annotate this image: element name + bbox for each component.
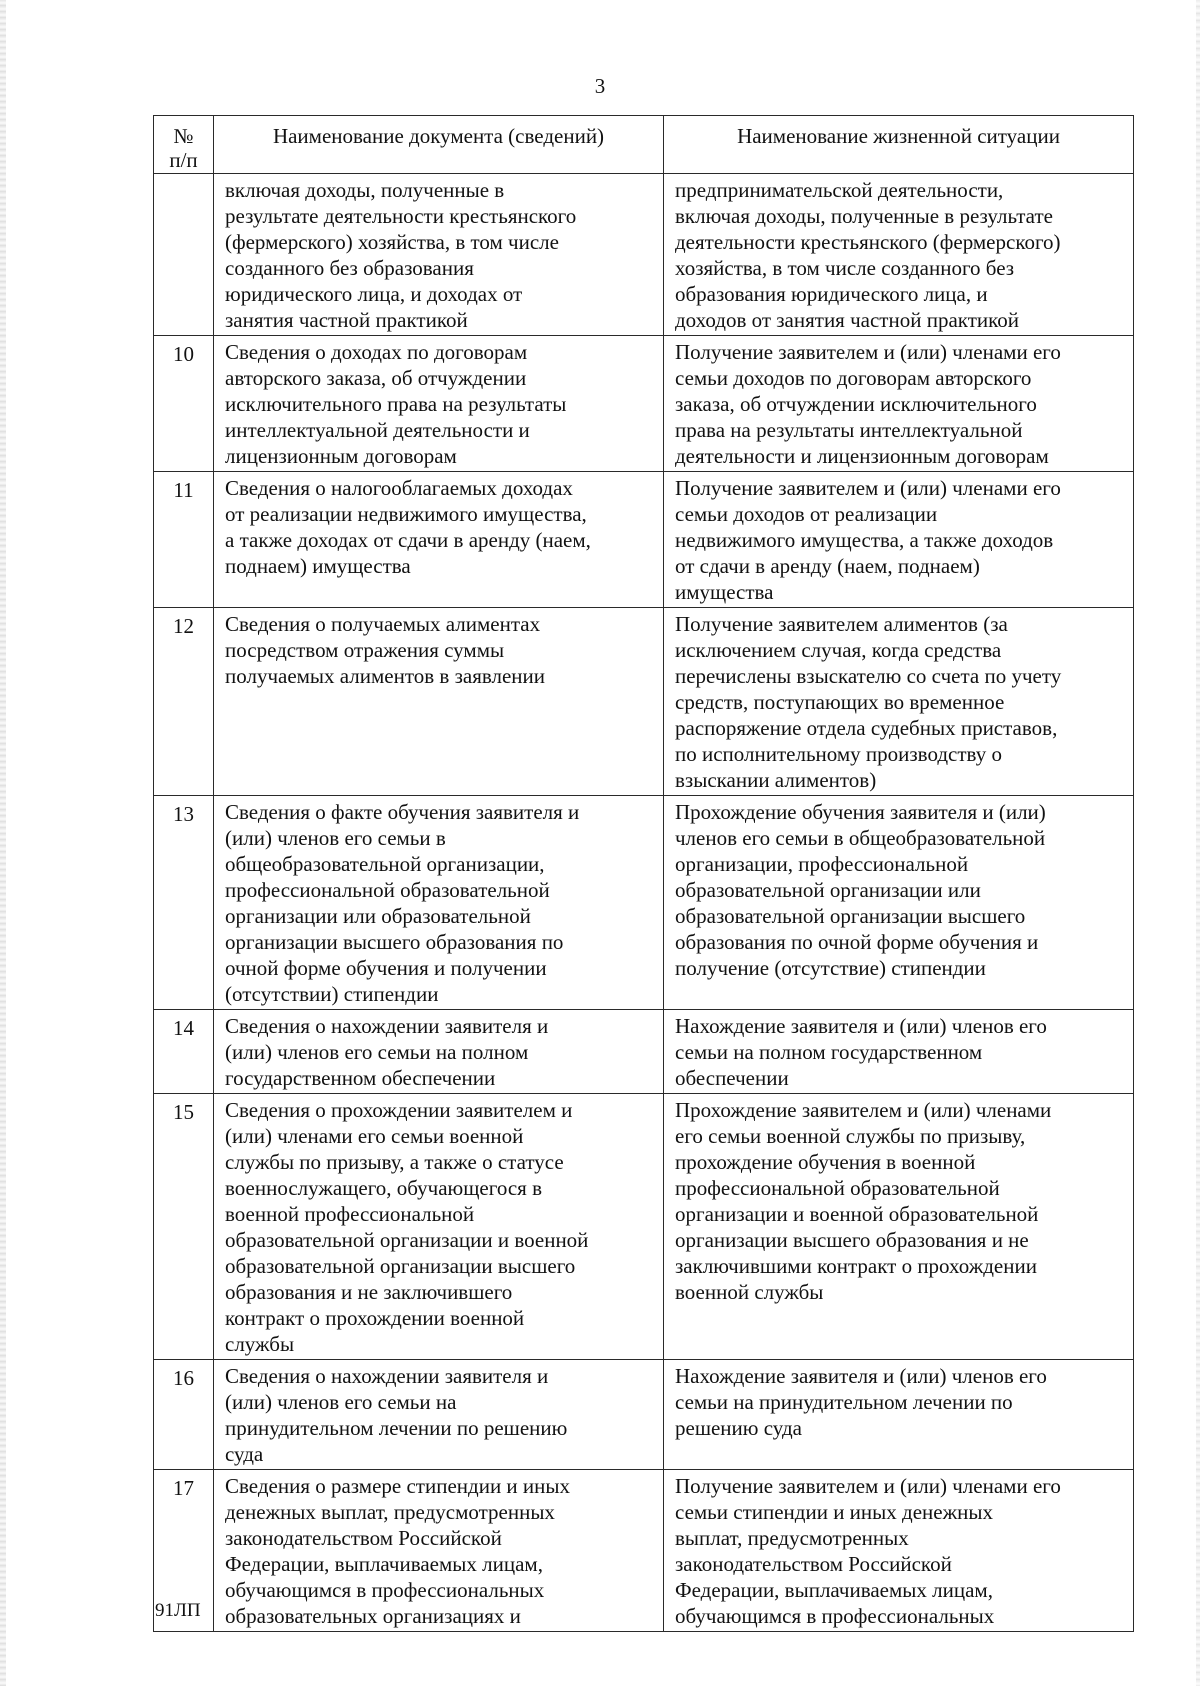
table-header-row [154,116,1134,174]
header-situation [664,116,1134,174]
header-num-text: № п/п [169,124,198,172]
row-num: 14 [173,1016,194,1040]
situation-text: Нахождение заявителя и (или) членов его семьи на принудительном лечении по решению суда [675,1364,1047,1440]
row-num: 13 [173,802,194,826]
situation-text: предпринимательской деятельности, включая доходы, полученные в результате деятельности крестьянского (фермерского) хозяйства, в том числе созданного без образования юридического лица, и доходов от занятия частной практикой [675,178,1061,332]
table-row [154,174,1134,336]
situation-cell [664,1470,1134,1632]
row-num-cell [154,796,214,1010]
situation-text: Получение заявителем и (или) членами его семьи доходов от реализации недвижимого имущества, а также доходов от сдачи в аренду (наем, поднаем) имущества [675,476,1061,604]
header-document [214,116,664,174]
situation-cell [664,174,1134,336]
row-num: 12 [173,614,194,638]
row-num-cell [154,1360,214,1470]
situation-cell [664,1094,1134,1360]
document-cell [214,1010,664,1094]
row-num: 16 [173,1366,194,1390]
document-cell [214,1094,664,1360]
situation-cell [664,472,1134,608]
table-row [154,1010,1134,1094]
row-num [154,174,213,179]
situation-cell [664,608,1134,796]
situation-text: Получение заявителем алиментов (за исключением случая, когда средства перечислены взыскателю со счета по учету средств, поступающих во временное распоряжение отдела судебных приставов, по исполнительному производству о взыскании алиментов) [675,612,1062,792]
page-number: 3 [594,74,606,98]
document-text: Сведения о размере стипендии и иных денежных выплат, предусмотренных законодательством Российской Федерации, выплачиваемых лицам, обучающимся в профессиональных образовательных организациях и [225,1474,571,1628]
document-code: 91ЛП [155,1600,201,1621]
document-cell [214,1470,664,1632]
row-num: 17 [173,1476,194,1500]
table-row [154,1470,1134,1632]
table-row [154,472,1134,608]
documents-table [153,115,1134,1632]
row-num-cell [154,472,214,608]
document-text: Сведения о прохождении заявителем и (или) членами его семьи военной службы по призыву, а также о статусе военнослужащего, обучающегося в военной профессиональной образовательной организации и военной образовательной организации высшего образования и не заключившего контракт о прохождении военной службы [225,1098,589,1356]
document-cell [214,1360,664,1470]
document-text: Сведения о доходах по договорам авторского заказа, об отчуждении исключительного права на результаты интеллектуальной деятельности и лицензионным договорам [225,340,567,468]
document-text: Сведения о нахождении заявителя и (или) членов его семьи на полном государственном обеспечении [225,1014,549,1090]
table-row [154,1094,1134,1360]
header-num [154,116,214,174]
situation-cell [664,336,1134,472]
header-situation-text: Наименование жизненной ситуации [737,124,1060,148]
table-row [154,796,1134,1010]
situation-cell [664,796,1134,1010]
situation-text: Получение заявителем и (или) членами его семьи стипендии и иных денежных выплат, предусмотренных законодательством Российской Федерации, выплачиваемых лицам, обучающимся в профессиональных [675,1474,1061,1628]
document-cell [214,472,664,608]
row-num: 11 [173,478,194,502]
document-text: Сведения о получаемых алиментах посредством отражения суммы получаемых алиментов в заявлении [225,612,546,688]
document-text: Сведения о нахождении заявителя и (или) членов его семьи на принудительном лечении по решению суда [225,1364,568,1466]
document-cell [214,336,664,472]
table-row [154,608,1134,796]
document-text: Сведения о налогооблагаемых доходах от реализации недвижимого имущества, а также доходах от сдачи в аренду (наем, поднаем) имущества [225,476,591,578]
situation-text: Прохождение заявителем и (или) членами его семьи военной службы по призыву, прохождение обучения в военной профессиональной образовательной организации и военной образовательной организации высшего образования и не заключившими контракт о прохождении военной службы [675,1098,1052,1304]
situation-text: Нахождение заявителя и (или) членов его семьи на полном государственном обеспечении [675,1014,1047,1090]
situation-cell [664,1010,1134,1094]
scan-edge-right [1196,0,1200,1686]
situation-text: Прохождение обучения заявителя и (или) членов его семьи в общеобразовательной организации, профессиональной образовательной организации или образовательной организации высшего образования по очной форме обучения и получение (отсутствие) стипендии [675,800,1046,980]
document-text: Сведения о факте обучения заявителя и (или) членов его семьи в общеобразовательной организации, профессиональной образовательной организации или образовательной организации высшего образования по очной форме обучения и получении (отсутствии) стипендии [225,800,580,1006]
document-cell [214,608,664,796]
row-num-cell [154,1094,214,1360]
document-cell [214,796,664,1010]
row-num: 15 [173,1100,194,1124]
table-row [154,1360,1134,1470]
row-num: 10 [173,342,194,366]
row-num-cell [154,174,214,336]
row-num-cell [154,608,214,796]
row-num-cell [154,336,214,472]
row-num-cell [154,1010,214,1094]
document-cell [214,174,664,336]
table-row [154,336,1134,472]
header-document-text: Наименование документа (сведений) [272,124,605,148]
situation-cell [664,1360,1134,1470]
scan-edge-left [0,0,6,1686]
document-text: включая доходы, полученные в результате деятельности крестьянского (фермерского) хозяйства, в том числе созданного без образования юридического лица, и доходах от занятия частной практикой [225,178,577,332]
situation-text: Получение заявителем и (или) членами его семьи доходов по договорам авторского заказа, об отчуждении исключительного права на результаты интеллектуальной деятельности и лицензионным договорам [675,340,1061,468]
